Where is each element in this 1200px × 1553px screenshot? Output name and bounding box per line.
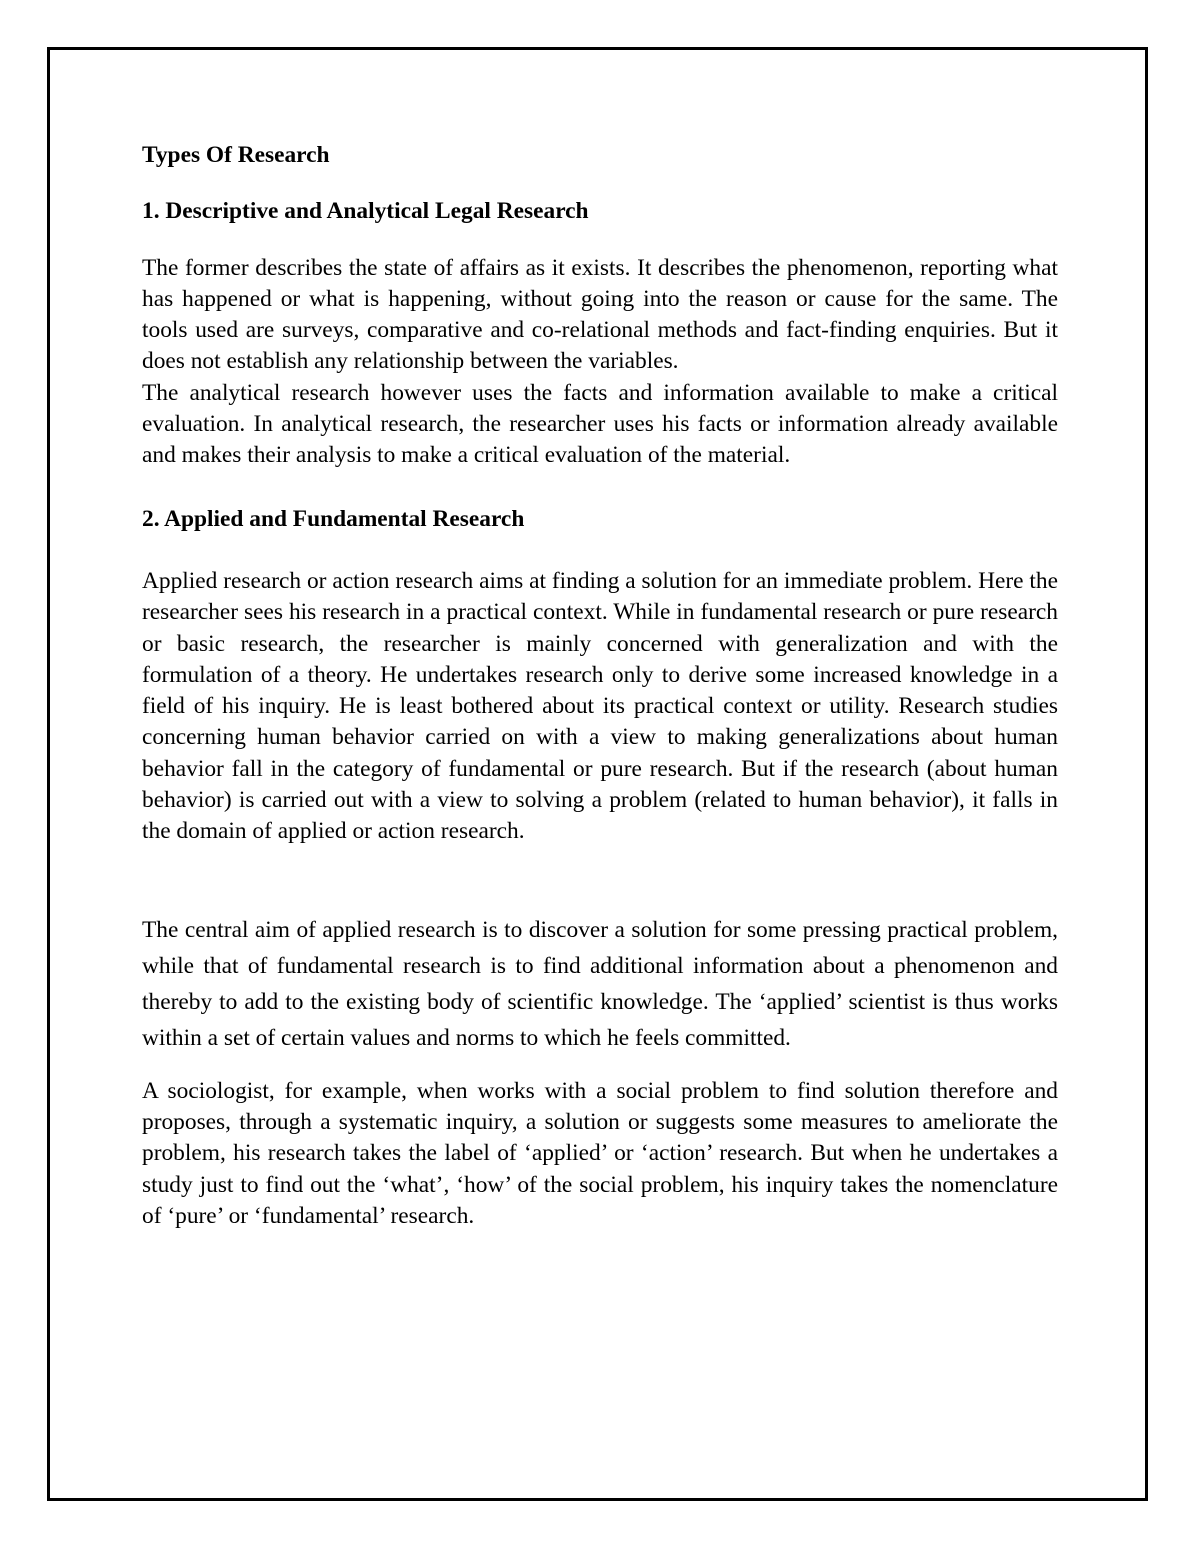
section-2-paragraph-1: Applied research or action research aims at finding a solution for an immediate problem. Here the researcher sees his research in a practical context. While in fundamental research or pure research or basic research, the researcher is mainly concerned with generalization and with the formulation of a theory. He undertakes research only to derive some increased knowledge in a field of his inquiry. He is least bothered about its practical context or utility. Research studies concerning human behavior carried on with a view to making generalizations about human behavior fall in the category of fundamental or pure research. But if the research (about human behavior) is carried out with a view to solving a problem (related to human behavior), it falls in the domain of applied or action research.	[142, 567, 1058, 845]
section-1-paragraph-1: The former describes the state of affairs as it exists. It describes the phenomenon, reporting what has happened or what is happening, without going into the reason or cause for the same. The tools used are surveys, comparative and co-relational methods and fact-finding enquiries. But it does not establish any relationship between the variables.	[142, 254, 1058, 375]
document-title: Types Of Research	[142, 142, 330, 168]
section-2-heading: 2. Applied and Fundamental Research	[142, 505, 525, 532]
section-1-paragraph-2: The analytical research however uses the facts and information available to make a critical evaluation. In analytical research, the researcher uses his facts or information already available and makes their analysis to make a critical evaluation of the material.	[142, 379, 1058, 469]
section-1-heading: 1. Descriptive and Analytical Legal Research	[142, 198, 589, 225]
document-body	[142, 140, 1058, 1232]
section-2-paragraph-3: A sociologist, for example, when works with a social problem to find solution therefore and proposes, through a systematic inquiry, a solution or suggests some measures to ameliorate the problem, his research takes the label of ‘applied’ or ‘action’ research. But when he undertakes a study just to find out the ‘what’, ‘how’ of the social problem, his inquiry takes the nomenclature of ‘pure’ or ‘fundamental’ research.	[142, 1077, 1058, 1229]
section-2-paragraph-2: The central aim of applied research is to discover a solution for some pressing practical problem, while that of fundamental research is to find additional information about a phenomenon and thereby to add to the existing body of scientific knowledge. The ‘applied’ scientist is thus works within a set of certain values and norms to which he feels committed.	[142, 916, 1058, 1051]
